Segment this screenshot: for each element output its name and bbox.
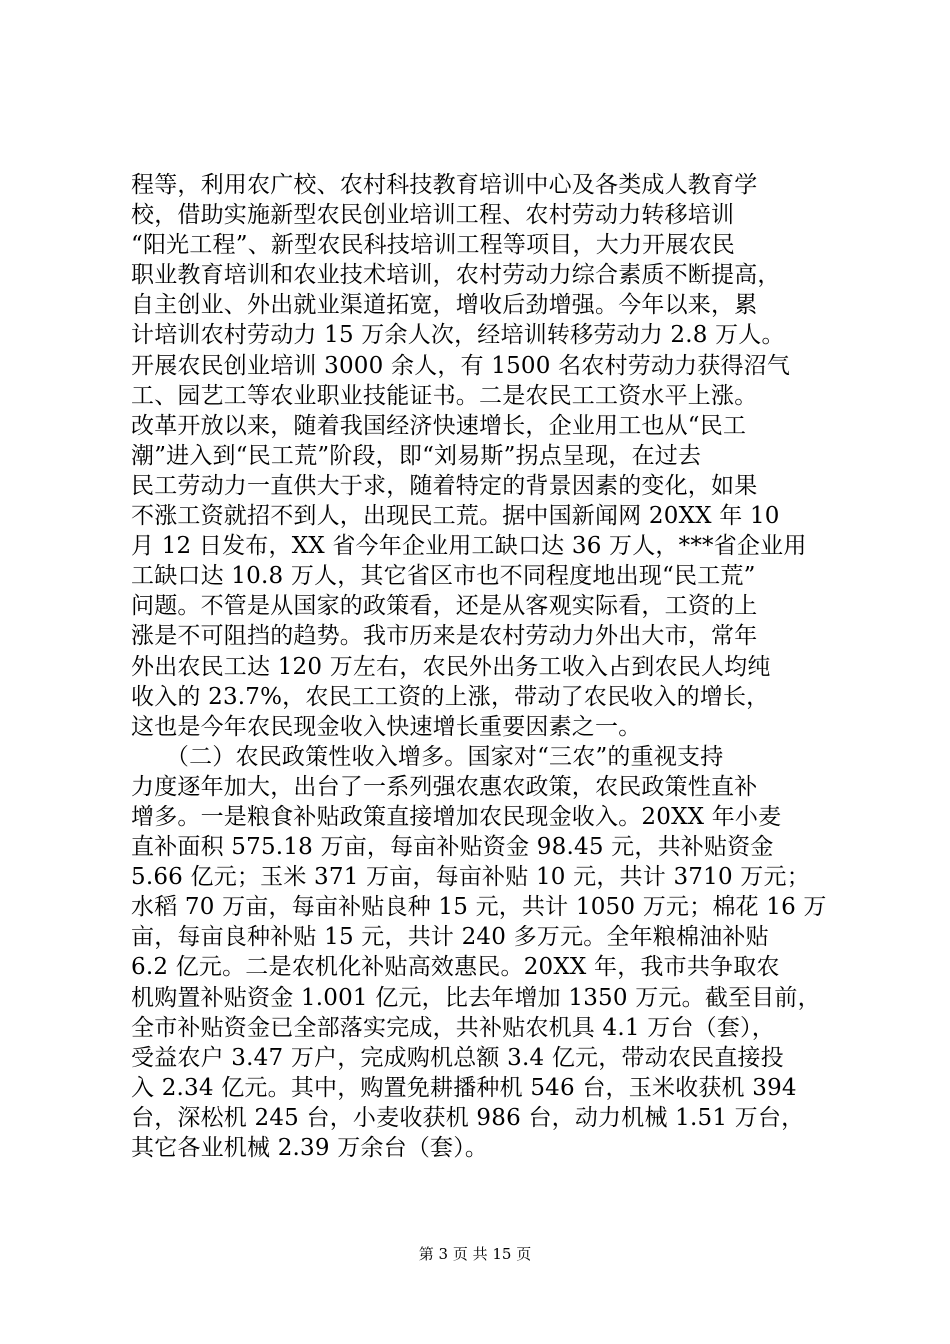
text-line: 台，深松机 245 台，小麦收获机 986 台，动力机械 1.51 万台， (131, 1104, 805, 1131)
text-line: 职业教育培训和农业技术培训，农村劳动力综合素质不断提高， (131, 262, 781, 289)
text-line: 受益农户 3.47 万户，完成购机总额 3.4 亿元，带动农民直接投 (131, 1044, 784, 1071)
text-line: 计培训农村劳动力 15 万余人次，经培训转移劳动力 2.8 万人。 (131, 322, 785, 349)
text-line: 改革开放以来，随着我国经济快速增长，企业用工也从“民工 (131, 412, 747, 439)
text-line: 这也是今年农民现金收入快速增长重要因素之一。 (131, 713, 642, 740)
text-line: 校，借助实施新型农民创业培训工程、农村劳动力转移培训 (131, 202, 735, 229)
text-line: 力度逐年加大，出台了一系列强农惠农政策，农民政策性直补 (131, 773, 758, 800)
text-line: 6.2 亿元。二是农机化补贴高效惠民。20XX 年，我市共争取农 (131, 954, 780, 981)
text-line: 收入的 23.7%，农民工工资的上涨，带动了农民收入的增长， (131, 683, 770, 710)
text-line: 水稻 70 万亩，每亩补贴良种 15 元，共计 1050 万元；棉花 16 万 (131, 894, 827, 921)
text-line: 潮”进入到“民工荒”阶段，即“刘易斯”拐点呈现，在过去 (131, 442, 702, 469)
text-line: “阳光工程”、新型农民科技培训工程等项目，大力开展农民 (131, 232, 735, 259)
text-line: 问题。不管是从国家的政策看，还是从客观实际看，工资的上 (131, 593, 758, 620)
text-line: 程等，利用农广校、农村科技教育培训中心及各类成人教育学 (131, 172, 758, 198)
text-line: 其它各业机械 2.39 万余台（套）。 (131, 1135, 489, 1161)
text-line: 月 12 日发布，XX 省今年企业用工缺口达 36 万人，***省企业用 (131, 533, 807, 560)
page-footer: 第 3 页 共 15 页 (418, 1245, 532, 1263)
text-line: 不涨工资就招不到人，出现民工荒。据中国新闻网 20XX 年 10 (131, 503, 780, 530)
text-line: 外出农民工达 120 万左右，农民外出务工收入占到农民人均纯 (131, 653, 771, 680)
text-line: 工缺口达 10.8 万人，其它省区市也不同程度地出现“民工荒” (131, 563, 756, 590)
text-line: 直补面积 575.18 万亩，每亩补贴资金 98.45 元，共补贴资金 (131, 834, 774, 861)
text-line: 机购置补贴资金 1.001 亿元，比去年增加 1350 万元。截至目前， (131, 984, 821, 1011)
text-line: 工、园艺工等农业职业技能证书。二是农民工工资水平上涨。 (131, 382, 758, 409)
text-line: 5.66 亿元；玉米 371 万亩，每亩补贴 10 元，共计 3710 万元； (131, 864, 810, 891)
text-line: 民工劳动力一直供大于求，随着特定的背景因素的变化，如果 (131, 472, 758, 499)
text-line: 自主创业、外出就业渠道拓宽，增收后劲增强。今年以来，累 (131, 292, 758, 319)
text-line: （二）农民政策性收入增多。国家对“三农”的重视支持 (131, 743, 724, 770)
text-line: 开展农民创业培训 3000 余人，有 1500 名农村劳动力获得沼气 (131, 352, 791, 379)
body-text (131, 170, 831, 1163)
text-line: 涨是不可阻挡的趋势。我市历来是农村劳动力外出大市，常年 (131, 623, 758, 650)
text-line: 增多。一是粮食补贴政策直接增加农民现金收入。20XX 年小麦 (131, 803, 782, 830)
text-line: 全市补贴资金已全部落实完成，共补贴农机具 4.1 万台（套）， (131, 1014, 775, 1041)
text-line: 入 2.34 亿元。其中，购置免耕播种机 546 台，玉米收获机 394 (131, 1074, 797, 1101)
text-line: 亩，每亩良种补贴 15 元，共计 240 多万元。全年粮棉油补贴 (131, 924, 769, 951)
